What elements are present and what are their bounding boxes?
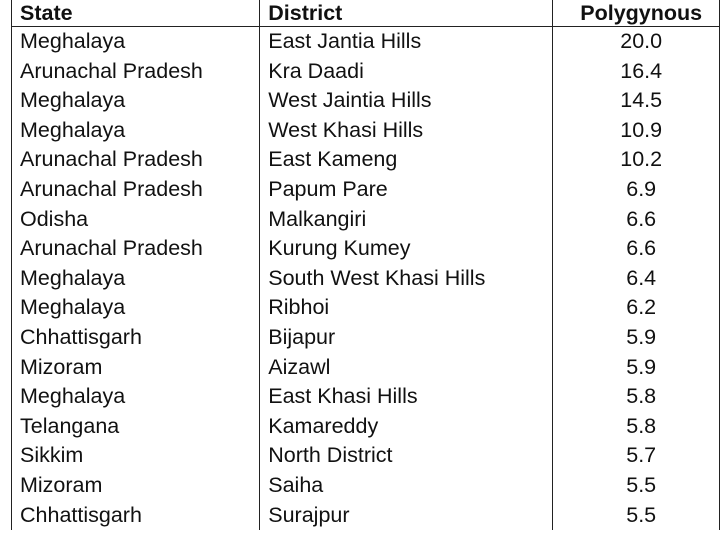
- table-row: [12, 382, 720, 412]
- cell-district: Bijapur: [260, 323, 553, 353]
- table-row: [12, 501, 720, 531]
- cell-polygynous: 5.7: [553, 441, 720, 471]
- table-row: [12, 86, 720, 116]
- table-row: [12, 234, 720, 264]
- cell-district: Surajpur: [260, 501, 553, 531]
- cell-state: Meghalaya: [12, 86, 260, 116]
- cell-polygynous: 16.4: [553, 57, 720, 87]
- table-row: [12, 205, 720, 235]
- table-row: [12, 412, 720, 442]
- cell-polygynous: 6.4: [553, 264, 720, 294]
- cell-district: Papum Pare: [260, 175, 553, 205]
- cell-district: Aizawl: [260, 353, 553, 383]
- cell-polygynous: 6.9: [553, 175, 720, 205]
- cell-state: Meghalaya: [12, 293, 260, 323]
- cell-district: Ribhoi: [260, 293, 553, 323]
- cell-state: Odisha: [12, 205, 260, 235]
- cell-state: Mizoram: [12, 353, 260, 383]
- cell-polygynous: 5.8: [553, 412, 720, 442]
- table-row: [12, 264, 720, 294]
- cell-state: Meghalaya: [12, 116, 260, 146]
- table-row: [12, 323, 720, 353]
- cell-district: East Kameng: [260, 145, 553, 175]
- cell-district: East Khasi Hills: [260, 382, 553, 412]
- cell-polygynous: 6.6: [553, 234, 720, 264]
- table-row: [12, 175, 720, 205]
- cell-polygynous: 14.5: [553, 86, 720, 116]
- cell-polygynous: 6.6: [553, 205, 720, 235]
- cell-state: Mizoram: [12, 471, 260, 501]
- cell-state: Meghalaya: [12, 382, 260, 412]
- cell-district: North District: [260, 441, 553, 471]
- table-row: [12, 293, 720, 323]
- cell-state: Meghalaya: [12, 27, 260, 57]
- table-row: [12, 57, 720, 87]
- cell-polygynous: 20.0: [553, 27, 720, 57]
- cell-district: Kra Daadi: [260, 57, 553, 87]
- polygyny-table: [11, 0, 720, 530]
- cell-district: Saiha: [260, 471, 553, 501]
- cell-state: Sikkim: [12, 441, 260, 471]
- table-row: [12, 471, 720, 501]
- table-row: [12, 441, 720, 471]
- cell-state: Telangana: [12, 412, 260, 442]
- cell-state: Meghalaya: [12, 264, 260, 294]
- cell-district: Kurung Kumey: [260, 234, 553, 264]
- cell-district: Kamareddy: [260, 412, 553, 442]
- cell-polygynous: 10.9: [553, 116, 720, 146]
- cell-polygynous: 5.9: [553, 353, 720, 383]
- cell-polygynous: 6.2: [553, 293, 720, 323]
- table-header-row: [12, 0, 720, 27]
- cell-state: Arunachal Pradesh: [12, 57, 260, 87]
- table-row: [12, 145, 720, 175]
- cell-district: South West Khasi Hills: [260, 264, 553, 294]
- table-row: [12, 353, 720, 383]
- cell-state: Arunachal Pradesh: [12, 175, 260, 205]
- cell-district: East Jantia Hills: [260, 27, 553, 57]
- header-polygynous: Polygynous: [553, 0, 720, 27]
- cell-district: West Khasi Hills: [260, 116, 553, 146]
- header-state: State: [12, 0, 260, 27]
- cell-state: Arunachal Pradesh: [12, 145, 260, 175]
- table-row: [12, 116, 720, 146]
- table-row: [12, 27, 720, 57]
- cell-polygynous: 5.8: [553, 382, 720, 412]
- table-body: [12, 27, 720, 531]
- cell-polygynous: 10.2: [553, 145, 720, 175]
- cell-state: Chhattisgarh: [12, 323, 260, 353]
- cell-district: West Jaintia Hills: [260, 86, 553, 116]
- polygyny-table-sheet: [11, 0, 720, 532]
- cell-district: Malkangiri: [260, 205, 553, 235]
- cell-polygynous: 5.9: [553, 323, 720, 353]
- cell-polygynous: 5.5: [553, 501, 720, 531]
- cell-state: Chhattisgarh: [12, 501, 260, 531]
- cell-state: Arunachal Pradesh: [12, 234, 260, 264]
- header-district: District: [260, 0, 553, 27]
- cell-polygynous: 5.5: [553, 471, 720, 501]
